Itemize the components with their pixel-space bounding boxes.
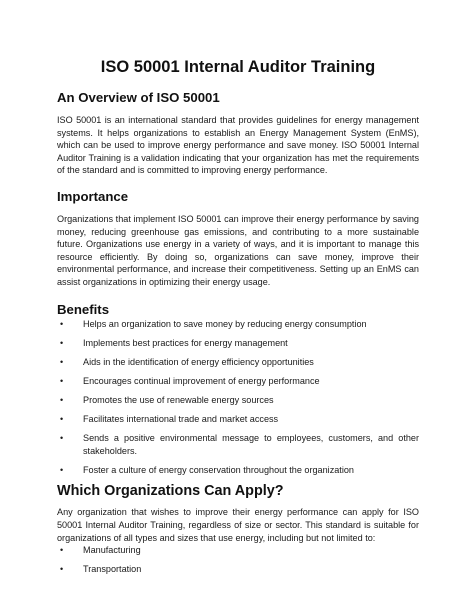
page-title: ISO 50001 Internal Auditor Training xyxy=(100,58,376,76)
benefits-list xyxy=(57,318,419,477)
list-item: • Helps an organization to save money by reducing energy consumption xyxy=(60,318,367,329)
bullet-icon: • xyxy=(60,375,64,386)
list-item: • Aids in the identification of energy efficiency opportunities xyxy=(60,356,314,367)
organizations-paragraph: Any organization that wishes to improve their energy performance can apply for ISO 50001 Internal Auditor Training, regardless of size or sector. This standard is suitable for organizations of all types and sizes that use energy, including but not limited to: xyxy=(57,507,419,543)
list-item: • Encourages continual improvement of energy performance xyxy=(60,375,320,386)
importance-heading: Importance xyxy=(57,188,129,204)
list-item: • Transportation xyxy=(60,564,142,575)
list-item: • Foster a culture of energy conservation throughout the organization xyxy=(60,464,354,475)
importance-paragraph: Organizations that implement ISO 50001 can improve their energy performance by saving money, reducing greenhouse gas emissions, and contributing to a more sustainable future. Organizations use energy in a variety of ways, and it is important to manage this resource efficiently. By doing so, organizations can save money, improve their environmental performance, and increase their competitiveness. Setting up an EnMS can assist organizations in optimizing their energy usage. xyxy=(57,213,419,287)
overview-paragraph: ISO 50001 is an international standard that provides guidelines for energy management systems. It helps organizations to establish an Energy Management System (EnMS), which can be used to improve energy performance and save money. ISO 50001 Internal Auditor Training is a validation indicating that your organization has met the requirements of the standard and is committed to improving energy performance. xyxy=(57,115,419,176)
bullet-icon: • xyxy=(60,356,64,367)
bullet-icon: • xyxy=(60,433,64,444)
list-item: • Sends a positive environmental message to employees, customers, and other stakeholders. xyxy=(60,433,419,456)
benefits-heading: Benefits xyxy=(57,301,110,317)
bullet-icon: • xyxy=(60,545,64,556)
bullet-icon: • xyxy=(60,318,64,329)
list-item: • Manufacturing xyxy=(60,545,141,556)
bullet-icon: • xyxy=(60,464,64,475)
bullet-icon: • xyxy=(60,564,64,575)
organizations-list xyxy=(57,544,419,576)
organizations-heading: Which Organizations Can Apply? xyxy=(57,483,284,500)
overview-heading: An Overview of ISO 50001 xyxy=(57,90,220,105)
list-item: • Promotes the use of renewable energy sources xyxy=(60,394,274,405)
bullet-icon: • xyxy=(60,337,64,348)
list-item: • Implements best practices for energy management xyxy=(60,337,288,348)
bullet-icon: • xyxy=(60,394,64,405)
bullet-icon: • xyxy=(60,414,64,424)
list-item: • Facilitates international trade and market access xyxy=(60,414,279,424)
